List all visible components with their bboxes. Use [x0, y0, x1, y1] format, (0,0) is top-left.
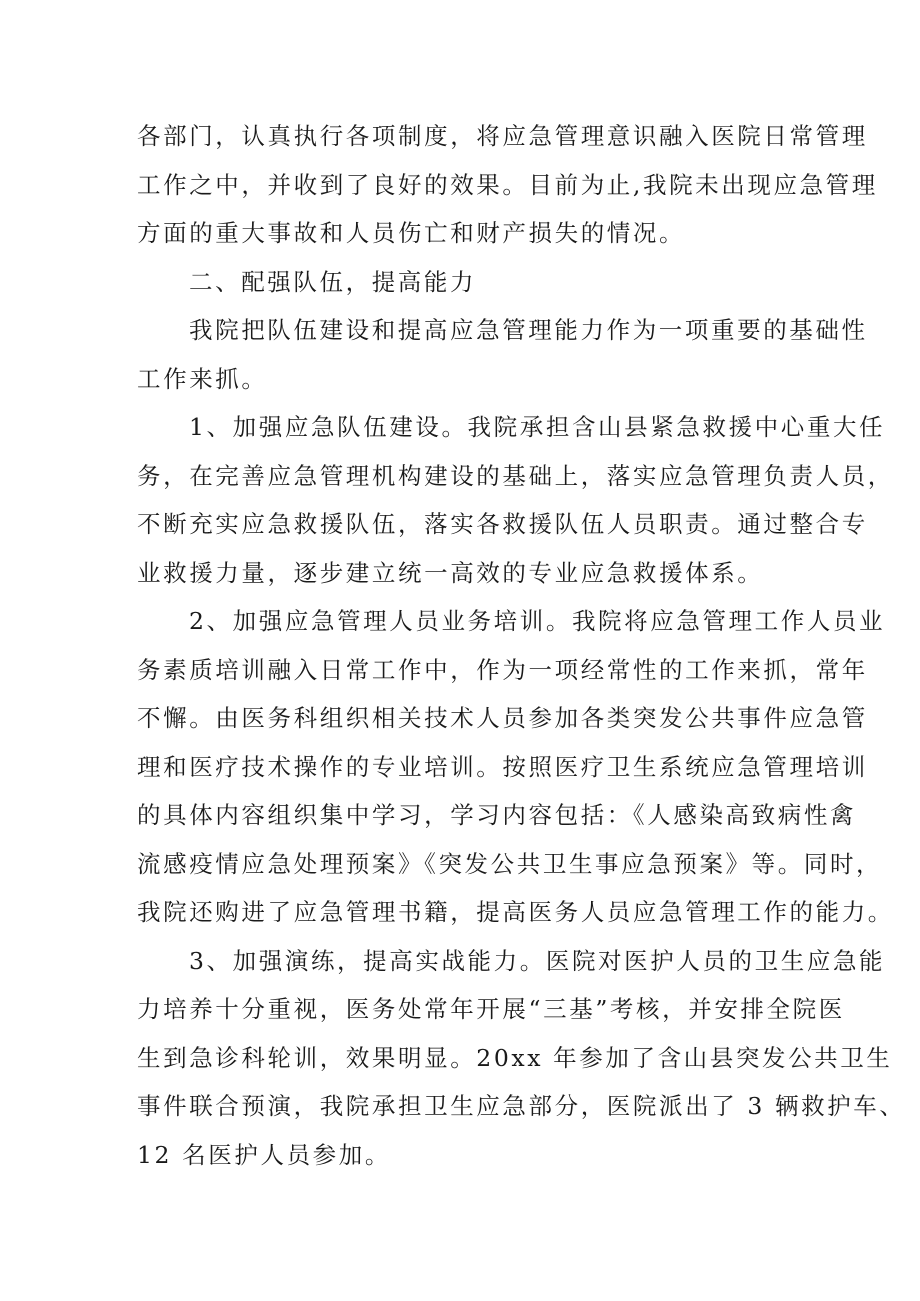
text-line: 的具体内容组织集中学习，学习内容包括：《人感染高致病性禽	[137, 801, 857, 829]
section-heading: 二、配强队伍，提高能力	[189, 267, 477, 296]
text-line: 流感疫情应急处理预案》《突发公共卫生事应急预案》等。同时，	[137, 849, 883, 878]
text-line: 1、加强应急队伍建设。我院承担含山县紧急救援中心重大任	[189, 413, 886, 441]
text-line: 理和医疗技术操作的专业培训。按照医疗卫生系统应急管理培训	[137, 752, 868, 781]
text-line: 3、加强演练，提高实战能力。医院对医护人员的卫生应急能	[189, 946, 886, 975]
text-line: 我院还购进了应急管理书籍，提高医务人员应急管理工作的能力。	[137, 898, 894, 926]
text-line: 工作来抓。	[137, 364, 268, 393]
text-line: 工作之中，并收到了良好的效果。目前为止,我院未出现应急管理	[137, 170, 878, 199]
text-line: 生到急诊科轮训，效果明显。20xx 年参加了含山县突发公共卫生	[137, 1043, 893, 1072]
text-line: 务素质培训融入日常工作中，作为一项经常性的工作来抓，常年	[137, 655, 868, 684]
text-line: 不懈。由医务科组织相关技术人员参加各类突发公共事件应急管	[137, 704, 868, 732]
text-line: 2、加强应急管理人员业务培训。我院将应急管理工作人员业	[189, 607, 886, 635]
text-line: 务，在完善应急管理机构建设的基础上，落实应急管理负责人员，	[137, 461, 894, 490]
text-line: 我院把队伍建设和提高应急管理能力作为一项重要的基础性	[189, 316, 868, 344]
text-line: 12 名医护人员参加。	[137, 1140, 391, 1169]
text-line: 业救援力量，逐步建立统一高效的专业应急救援体系。	[137, 558, 764, 587]
text-line: 不断充实应急救援队伍，落实各救援队伍人员职责。通过整合专	[137, 510, 868, 538]
document-body	[137, 112, 906, 1179]
text-line: 事件联合预演，我院承担卫生应急部分，医院派出了 3 辆救护车、	[137, 1092, 906, 1120]
text-line: 各部门，认真执行各项制度，将应急管理意识融入医院日常管理	[137, 122, 868, 150]
text-line: 力培养十分重视，医务处常年开展“三基”考核，并安排全院医	[137, 995, 845, 1023]
text-line: 方面的重大事故和人员伤亡和财产损失的情况。	[137, 219, 686, 247]
